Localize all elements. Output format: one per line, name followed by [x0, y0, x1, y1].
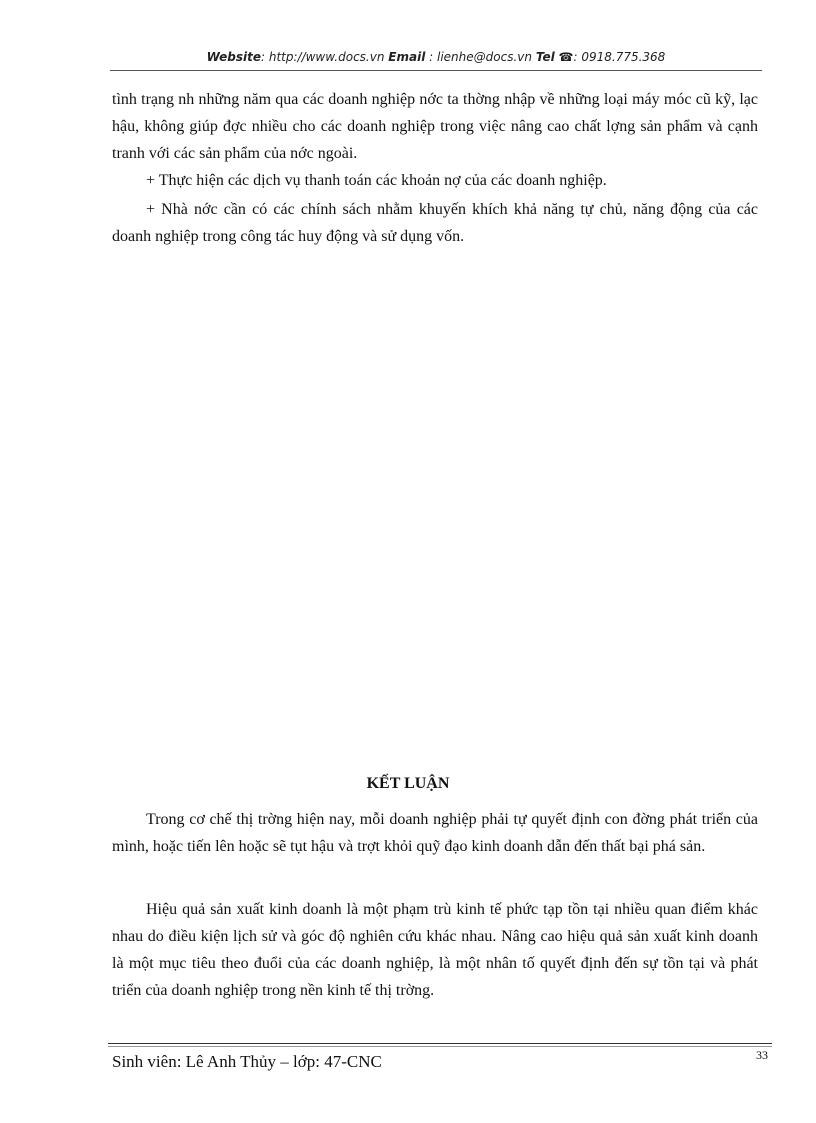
email-label: Email	[388, 50, 426, 64]
website-value: : http://www.docs.vn	[261, 50, 385, 64]
body-paragraph-2: + Thực hiện các dịch vụ thanh toán các khoản nợ của các doanh nghiệp.	[146, 172, 607, 189]
page-header	[110, 50, 762, 64]
conclusion-paragraph-2: Hiệu quả sản xuất kinh doanh là một phạm trù kinh tế phức tạp tồn tại nhiều quan điểm khác nhau do điều kiện lịch sử và góc độ nghiên cứu khác nhau. Nâng cao hiệu quả sản xuất kinh doanh là một mục tiêu theo đuổi của các doanh nghiệp, là một nhân tố quyết định đến sự tồn tại và phát triển của doanh nghiệp trong nền kinh tế thị trờng.	[112, 901, 758, 999]
tel-label: Tel	[535, 50, 555, 64]
footer-divider	[108, 1043, 772, 1044]
body-paragraph-1: tình trạng nh những năm qua các doanh nghiệp nớc ta thờng nhập về những loại máy móc cũ kỹ, lạc hậu, không giúp đợc nhiều cho các doanh nghiệp trong việc nâng cao chất lợng sản phẩm và cạnh tranh với các sản phẩm của nớc ngoài.	[112, 91, 758, 162]
page-number: 33	[756, 1048, 768, 1062]
phone-icon: ☎	[558, 50, 574, 64]
tel-value: : 0918.775.368	[573, 50, 666, 64]
website-label: Website	[206, 50, 261, 64]
footer-divider-secondary	[108, 1046, 772, 1047]
email-value: : lienhe@docs.vn	[429, 50, 532, 64]
footer-student-info: Sinh viên: Lê Anh Thủy – lớp: 47-CNC	[112, 1052, 382, 1071]
header-divider	[110, 70, 762, 71]
conclusion-paragraph-1: Trong cơ chế thị trờng hiện nay, mỗi doanh nghiệp phải tự quyết định con đờng phát triển của mình, hoặc tiến lên hoặc sẽ tụt hậu và trợt khỏi quỹ đạo kinh doanh dẫn đến thất bại phá sản.	[112, 811, 758, 855]
conclusion-title: KẾT LUẬN	[366, 775, 450, 792]
body-paragraph-3: + Nhà nớc cần có các chính sách nhằm khuyến khích khả năng tự chủ, năng động của các doanh nghiệp trong công tác huy động và sử dụng vốn.	[112, 201, 758, 245]
